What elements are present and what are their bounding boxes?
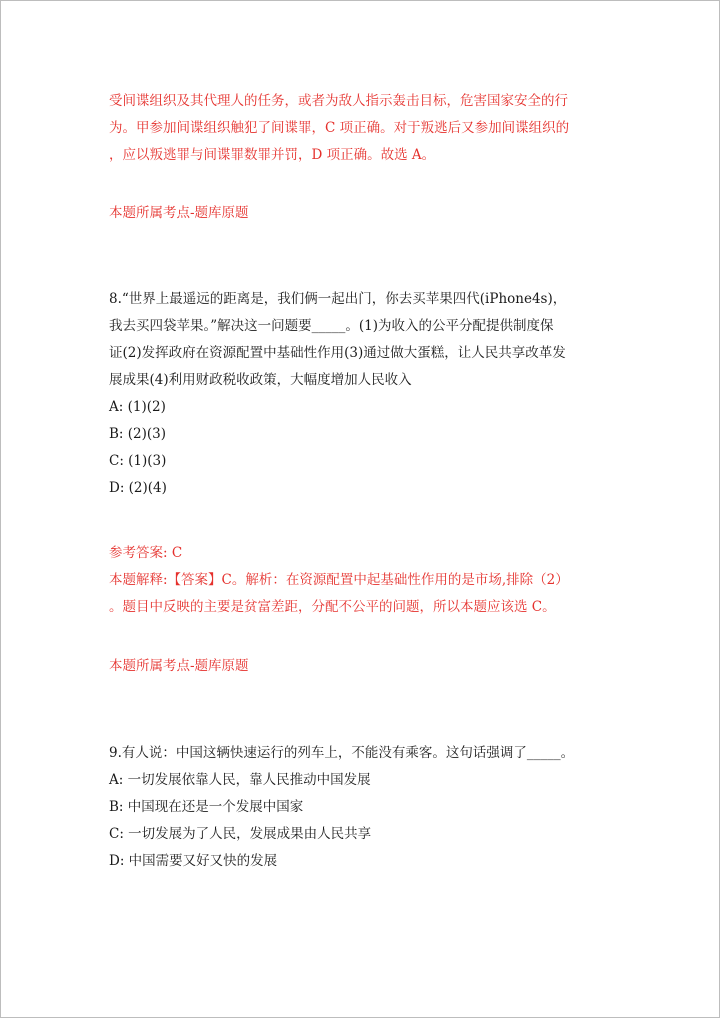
explanation-line: 受间谍组织及其代理人的任务，或者为敌人指示轰击目标，危害国家安全的行 xyxy=(109,93,568,109)
section-tag xyxy=(109,653,619,680)
option-d: D: 中国需要又好又快的发展 xyxy=(109,853,278,869)
option-b: B: (2)(3) xyxy=(109,426,167,442)
section-tag-text: 本题所属考点-题库原题 xyxy=(109,658,249,674)
answer-8 xyxy=(109,540,619,621)
option-c: C: (1)(3) xyxy=(109,453,167,469)
explanation-line: 为。甲参加间谍组织触犯了间谍罪，C 项正确。对于叛逃后又参加间谍组织的 xyxy=(109,120,570,136)
answer-explanation-line: 。题目中反映的主要是贫富差距，分配不公平的问题，所以本题应该选 C。 xyxy=(109,599,556,615)
question-stem-line: 展成果(4)利用财政税收政策，大幅度增加人民收入 xyxy=(109,372,412,388)
answer-explanation-line: 本题解释:【答案】C。解析：在资源配置中起基础性作用的是市场,排除（2） xyxy=(109,572,569,588)
question-8 xyxy=(109,286,619,502)
question-stem: 9.有人说：中国这辆快速运行的列车上，不能没有乘客。这句话强调了_____。 xyxy=(109,745,575,761)
explanation-line: ，应以叛逃罪与间谍罪数罪并罚，D 项正确。故选 A。 xyxy=(109,147,436,163)
previous-explanation xyxy=(109,88,619,169)
question-stem-line: 证(2)发挥政府在资源配置中基础性作用(3)通过做大蛋糕，让人民共享改革发 xyxy=(109,345,566,361)
option-c: C: 一切发展为了人民，发展成果由人民共享 xyxy=(109,826,372,842)
question-stem-line: 8.“世界上最遥远的距离是，我们俩一起出门，你去买苹果四代(iPhone4s)， xyxy=(109,291,567,307)
section-tag-text: 本题所属考点-题库原题 xyxy=(109,205,249,221)
question-stem-line: 我去买四袋苹果。”解决这一问题要_____。(1)为收入的公平分配提供制度保 xyxy=(109,318,554,334)
option-a: A: 一切发展依靠人民，靠人民推动中国发展 xyxy=(109,772,371,788)
option-d: D: (2)(4) xyxy=(109,480,167,496)
option-b: B: 中国现在还是一个发展中国家 xyxy=(109,799,304,815)
section-tag xyxy=(109,200,619,227)
option-a: A: (1)(2) xyxy=(109,399,166,415)
question-9 xyxy=(109,740,619,875)
reference-answer: 参考答案: C xyxy=(109,545,183,561)
